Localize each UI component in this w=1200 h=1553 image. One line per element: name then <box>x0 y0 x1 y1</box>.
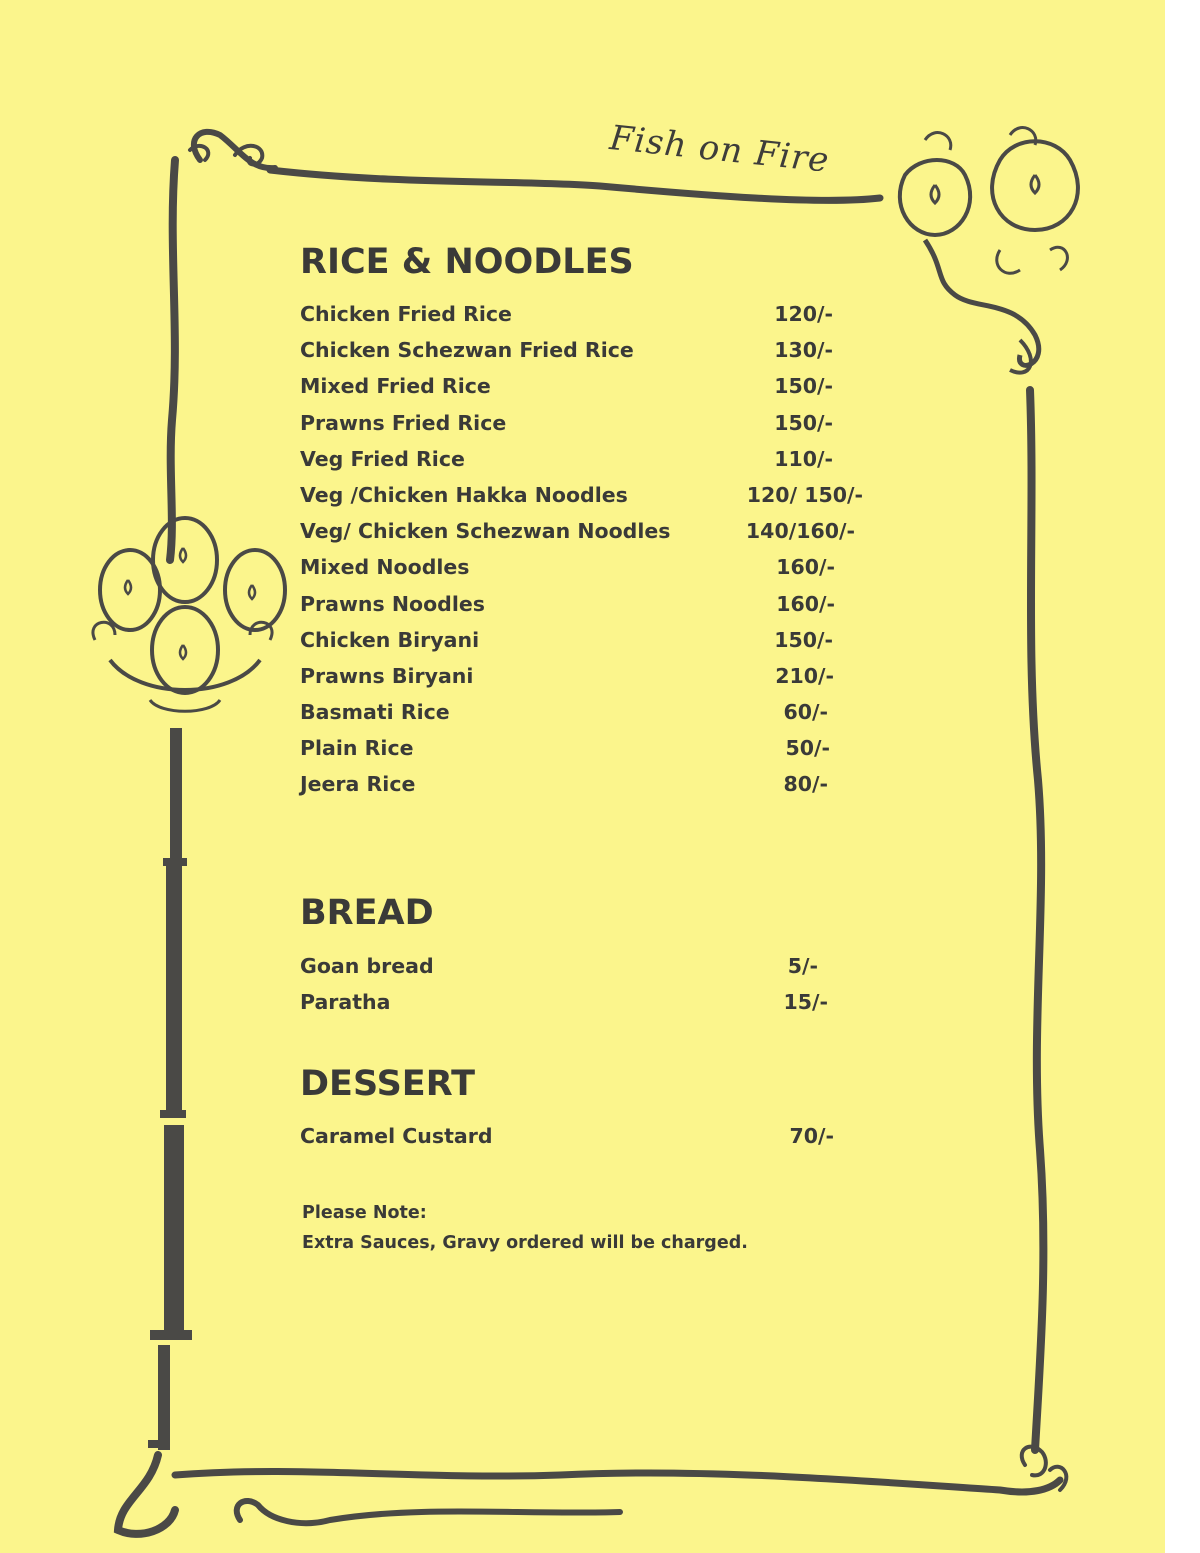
menu-item-name: Prawns Noodles <box>300 591 485 616</box>
menu-item-name: Prawns Biryani <box>300 663 474 688</box>
brand-logo-text: Fish on Fire <box>607 118 832 181</box>
candelabra-icon <box>93 518 285 711</box>
oil-lamp-icon <box>900 128 1078 373</box>
menu-item-name: Caramel Custard <box>300 1124 493 1148</box>
menu-item-name: Mixed Fried Rice <box>300 374 491 399</box>
lamp-post-base <box>118 1455 175 1534</box>
menu-item-price: 15/- <box>783 990 828 1015</box>
menu-item-price: 80/- <box>783 772 828 797</box>
lamp-post <box>148 728 192 1450</box>
section-title-bread: BREAD <box>300 893 434 933</box>
menu-item-price: 70/- <box>789 1124 834 1148</box>
menu-item-price: 50/- <box>785 736 830 761</box>
menu-item-name: Veg/ Chicken Schezwan Noodles <box>300 519 671 544</box>
menu-item-name: Chicken Schezwan Fried Rice <box>300 338 634 363</box>
menu-item-price: 160/- <box>776 555 835 580</box>
menu-item-name: Basmati Rice <box>300 700 450 725</box>
note-text: Extra Sauces, Gravy ordered will be charged. <box>302 1233 748 1253</box>
menu-item-price: 160/- <box>776 591 835 616</box>
menu-item-price: 120/- <box>774 302 833 326</box>
menu-item-price: 210/- <box>775 663 834 688</box>
menu-item-name: Chicken Biryani <box>300 627 480 652</box>
menu-item-name: Goan bread <box>300 954 434 978</box>
menu-item-name: Chicken Fried Rice <box>300 302 512 326</box>
menu-item-name: Prawns Fried Rice <box>300 410 507 435</box>
note-block <box>302 1198 748 1258</box>
menu-item-name: Plain Rice <box>300 736 414 761</box>
menu-item-name: Veg /Chicken Hakka Noodles <box>300 482 628 507</box>
menu-item-price: 130/- <box>774 338 833 363</box>
bottom-scroll-ribbon <box>175 1471 1060 1491</box>
left-scroll-ribbon <box>170 160 175 560</box>
menu-item-name: Jeera Rice <box>300 772 416 797</box>
menu-item-price: 150/- <box>774 627 833 652</box>
menu-item-price: 60/- <box>783 700 828 725</box>
section-title-dessert: DESSERT <box>300 1064 475 1104</box>
note-heading: Please Note: <box>302 1203 427 1223</box>
menu-item-price: 5/- <box>787 954 818 978</box>
menu-item-price: 140/160/- <box>745 519 855 544</box>
menu-item-price: 110/- <box>774 446 833 471</box>
menu-item-name: Mixed Noodles <box>300 555 470 580</box>
menu-item-name: Paratha <box>300 990 391 1015</box>
right-scroll-ribbon <box>1030 390 1043 1450</box>
menu-item-price: 150/- <box>774 410 833 435</box>
menu-item-price: 150/- <box>774 374 833 399</box>
section-title-rice-noodles: RICE & NOODLES <box>300 242 634 282</box>
menu-item-price: 120/ 150/- <box>746 482 863 507</box>
menu-item-name: Veg Fried Rice <box>300 446 465 471</box>
